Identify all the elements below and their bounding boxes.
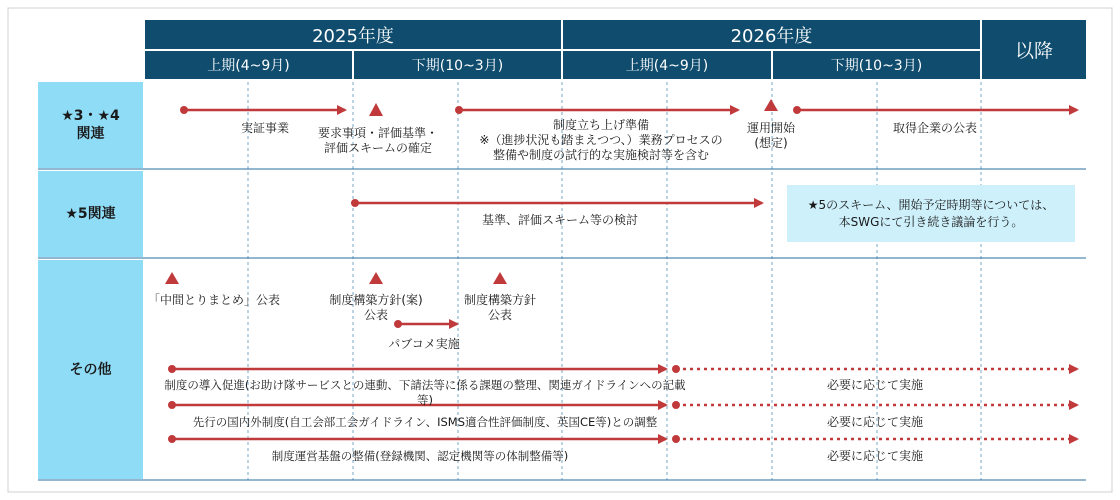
label-unyou: 運用開始 (想定) xyxy=(746,121,795,150)
milestone-houshin xyxy=(493,272,507,284)
label-pubcome: パブコメ実施 xyxy=(388,337,460,351)
label-youkyu: 要求事項・評価基準・ 評価スキームの確定 xyxy=(317,126,438,155)
year-header-2026: 2026年度 xyxy=(563,20,980,49)
label-jisshou: 実証事業 xyxy=(240,121,289,135)
after-header: 以降 xyxy=(982,20,1086,79)
half-header-2026-first: 上期(4~9月) xyxy=(563,51,771,79)
label-houshin: 制度構築方針 公表 xyxy=(463,293,536,322)
label-houshin-an: 制度構築方針(案) 公表 xyxy=(329,293,423,322)
label-junbi: 制度立ち上げ準備 ※（進捗状況も踏まえつつ、）業務プロセスの 整備や制度の試行的な実施検討等を含む xyxy=(479,118,723,162)
row-label-star34: ★3・★4 関連 xyxy=(38,82,143,168)
label-koukai: 取得企業の公表 xyxy=(892,121,977,135)
milestone-houshin-an xyxy=(369,272,383,284)
label-item3-hitsuyou: 必要に応じて実施 xyxy=(826,449,923,463)
row-label-star5: ★5関連 xyxy=(38,171,143,257)
row-label-other: その他 xyxy=(38,260,143,479)
arrow-jisshou xyxy=(180,106,345,114)
label-item2: 先行の国内外制度(自工会部工会ガイドライン、ISMS適合性評価制度、英国CE等)との調整 xyxy=(192,415,658,429)
milestone-youkyu xyxy=(369,103,383,116)
year-header-2025: 2025年度 xyxy=(145,20,561,49)
milestone-chukan xyxy=(165,272,179,284)
star5-note: ★5のスキーム、開始予定時期等については、 本SWGにて引き続き議論を行う。 xyxy=(787,185,1075,242)
half-header-2025-first: 上期(4~9月) xyxy=(145,51,352,79)
label-item3: 制度運営基盤の整備(登録機関、認定機関等の体制整備等) xyxy=(271,449,569,463)
half-header-2025-second: 下期(10~3月) xyxy=(354,51,561,79)
arrow-item1 xyxy=(168,365,1077,373)
half-header-2026-second: 下期(10~3月) xyxy=(773,51,980,79)
label-item1: 制度の導入促進(お助け隊サービスとの連動、下請法等に係る課題の整理、関連ガイドラインへの記載等) xyxy=(164,378,686,407)
label-item2-hitsuyou: 必要に応じて実施 xyxy=(826,415,923,429)
arrow-item3 xyxy=(168,435,1077,443)
label-kentou: 基準、評価スキーム等の検討 xyxy=(481,213,638,227)
arrow-koukai xyxy=(793,106,1077,114)
label-item1-hitsuyou: 必要に応じて実施 xyxy=(826,378,923,392)
arrow-junbi xyxy=(455,106,738,114)
arrow-kentou xyxy=(351,199,762,207)
milestone-unyou xyxy=(764,99,778,111)
label-chukan: 「中間とりまとめ」公表 xyxy=(148,293,281,307)
